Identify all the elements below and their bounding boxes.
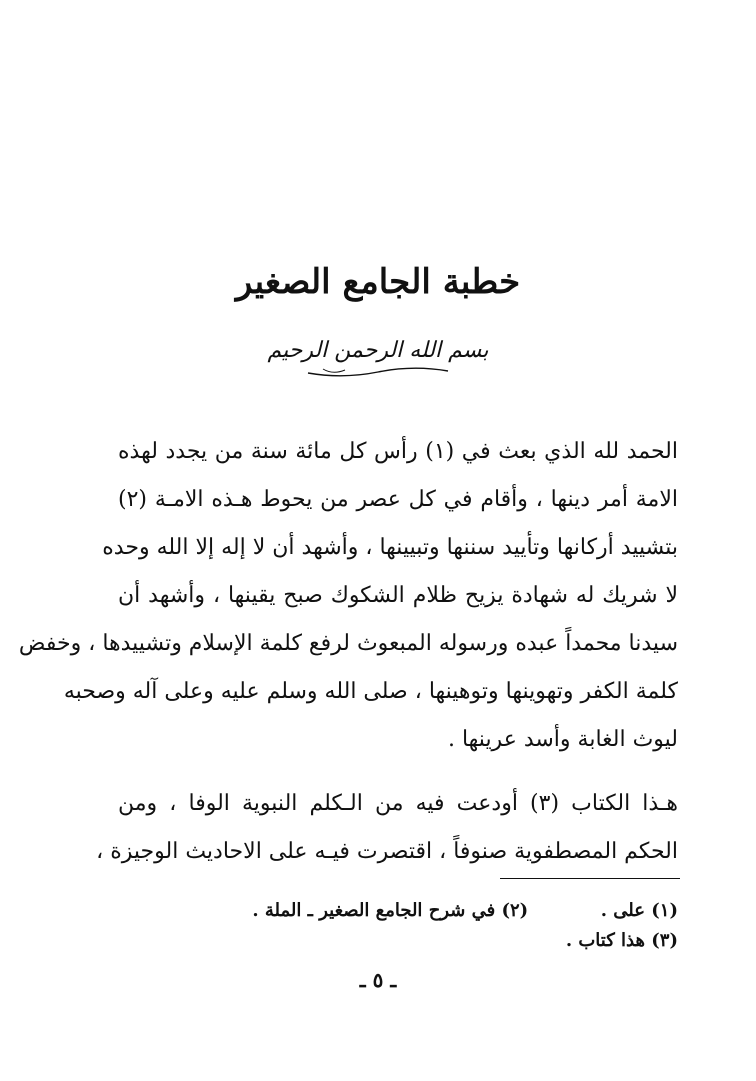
basmala-calligraphy bbox=[0, 338, 756, 379]
paragraph-line: ليوث الغابة وأسد عرينها . bbox=[447, 727, 678, 752]
paragraph-1 bbox=[18, 428, 678, 764]
flourish-ornament bbox=[303, 365, 453, 379]
paragraph-line: الامة أمر دينها ، وأقام في كل عصر من يحوط هـذه الامـة (٢) bbox=[118, 487, 678, 512]
footnotes bbox=[118, 896, 678, 956]
footnote-row bbox=[118, 896, 678, 926]
footnote-2: (٢) في شرح الجامع الصغير ـ الملة . bbox=[252, 900, 529, 921]
paragraph-line: لا شريك له شهادة يزيح ظلام الشكوك صبح يقينها ، وأشهد أن bbox=[118, 583, 678, 608]
footnote-row bbox=[118, 926, 678, 956]
paragraph-line: الحكم المصطفوية صنوفاً ، اقتصرت فيـه على الاحاديث الوجيزة ، bbox=[96, 839, 678, 864]
footnote-1: (١) على . bbox=[600, 900, 678, 921]
paragraph-line: الحمد لله الذي بعث في (١) رأس كل مائة سنة من يجدد لهذه bbox=[118, 439, 678, 464]
paragraph-2 bbox=[96, 780, 679, 876]
page-title: خطبة الجامع الصغير bbox=[235, 262, 521, 302]
paragraph-line: هـذا الكتاب (٣) أودعت فيه من الـكلم النبوية الوفا ، ومن bbox=[118, 791, 679, 816]
page-number: ـ ٥ ـ bbox=[359, 968, 397, 992]
footnote-3: (٣) هذا كتاب . bbox=[565, 930, 678, 951]
paragraph-line: بتشييد أركانها وتأييد سننها وتبيينها ، وأشهد أن لا إله إلا الله وحده bbox=[102, 535, 678, 560]
footnote-divider bbox=[500, 878, 680, 879]
paragraph-line: كلمة الكفر وتهوينها وتوهينها ، صلى الله وسلم عليه وعلى آله وصحبه bbox=[63, 679, 678, 704]
paragraph-line: سيدنا محمداً عبده ورسوله المبعوث لرفع كلمة الإسلام وتشييدها ، وخفض bbox=[18, 631, 678, 656]
basmala-text: بسم الله الرحمن الرحيم bbox=[267, 338, 489, 363]
